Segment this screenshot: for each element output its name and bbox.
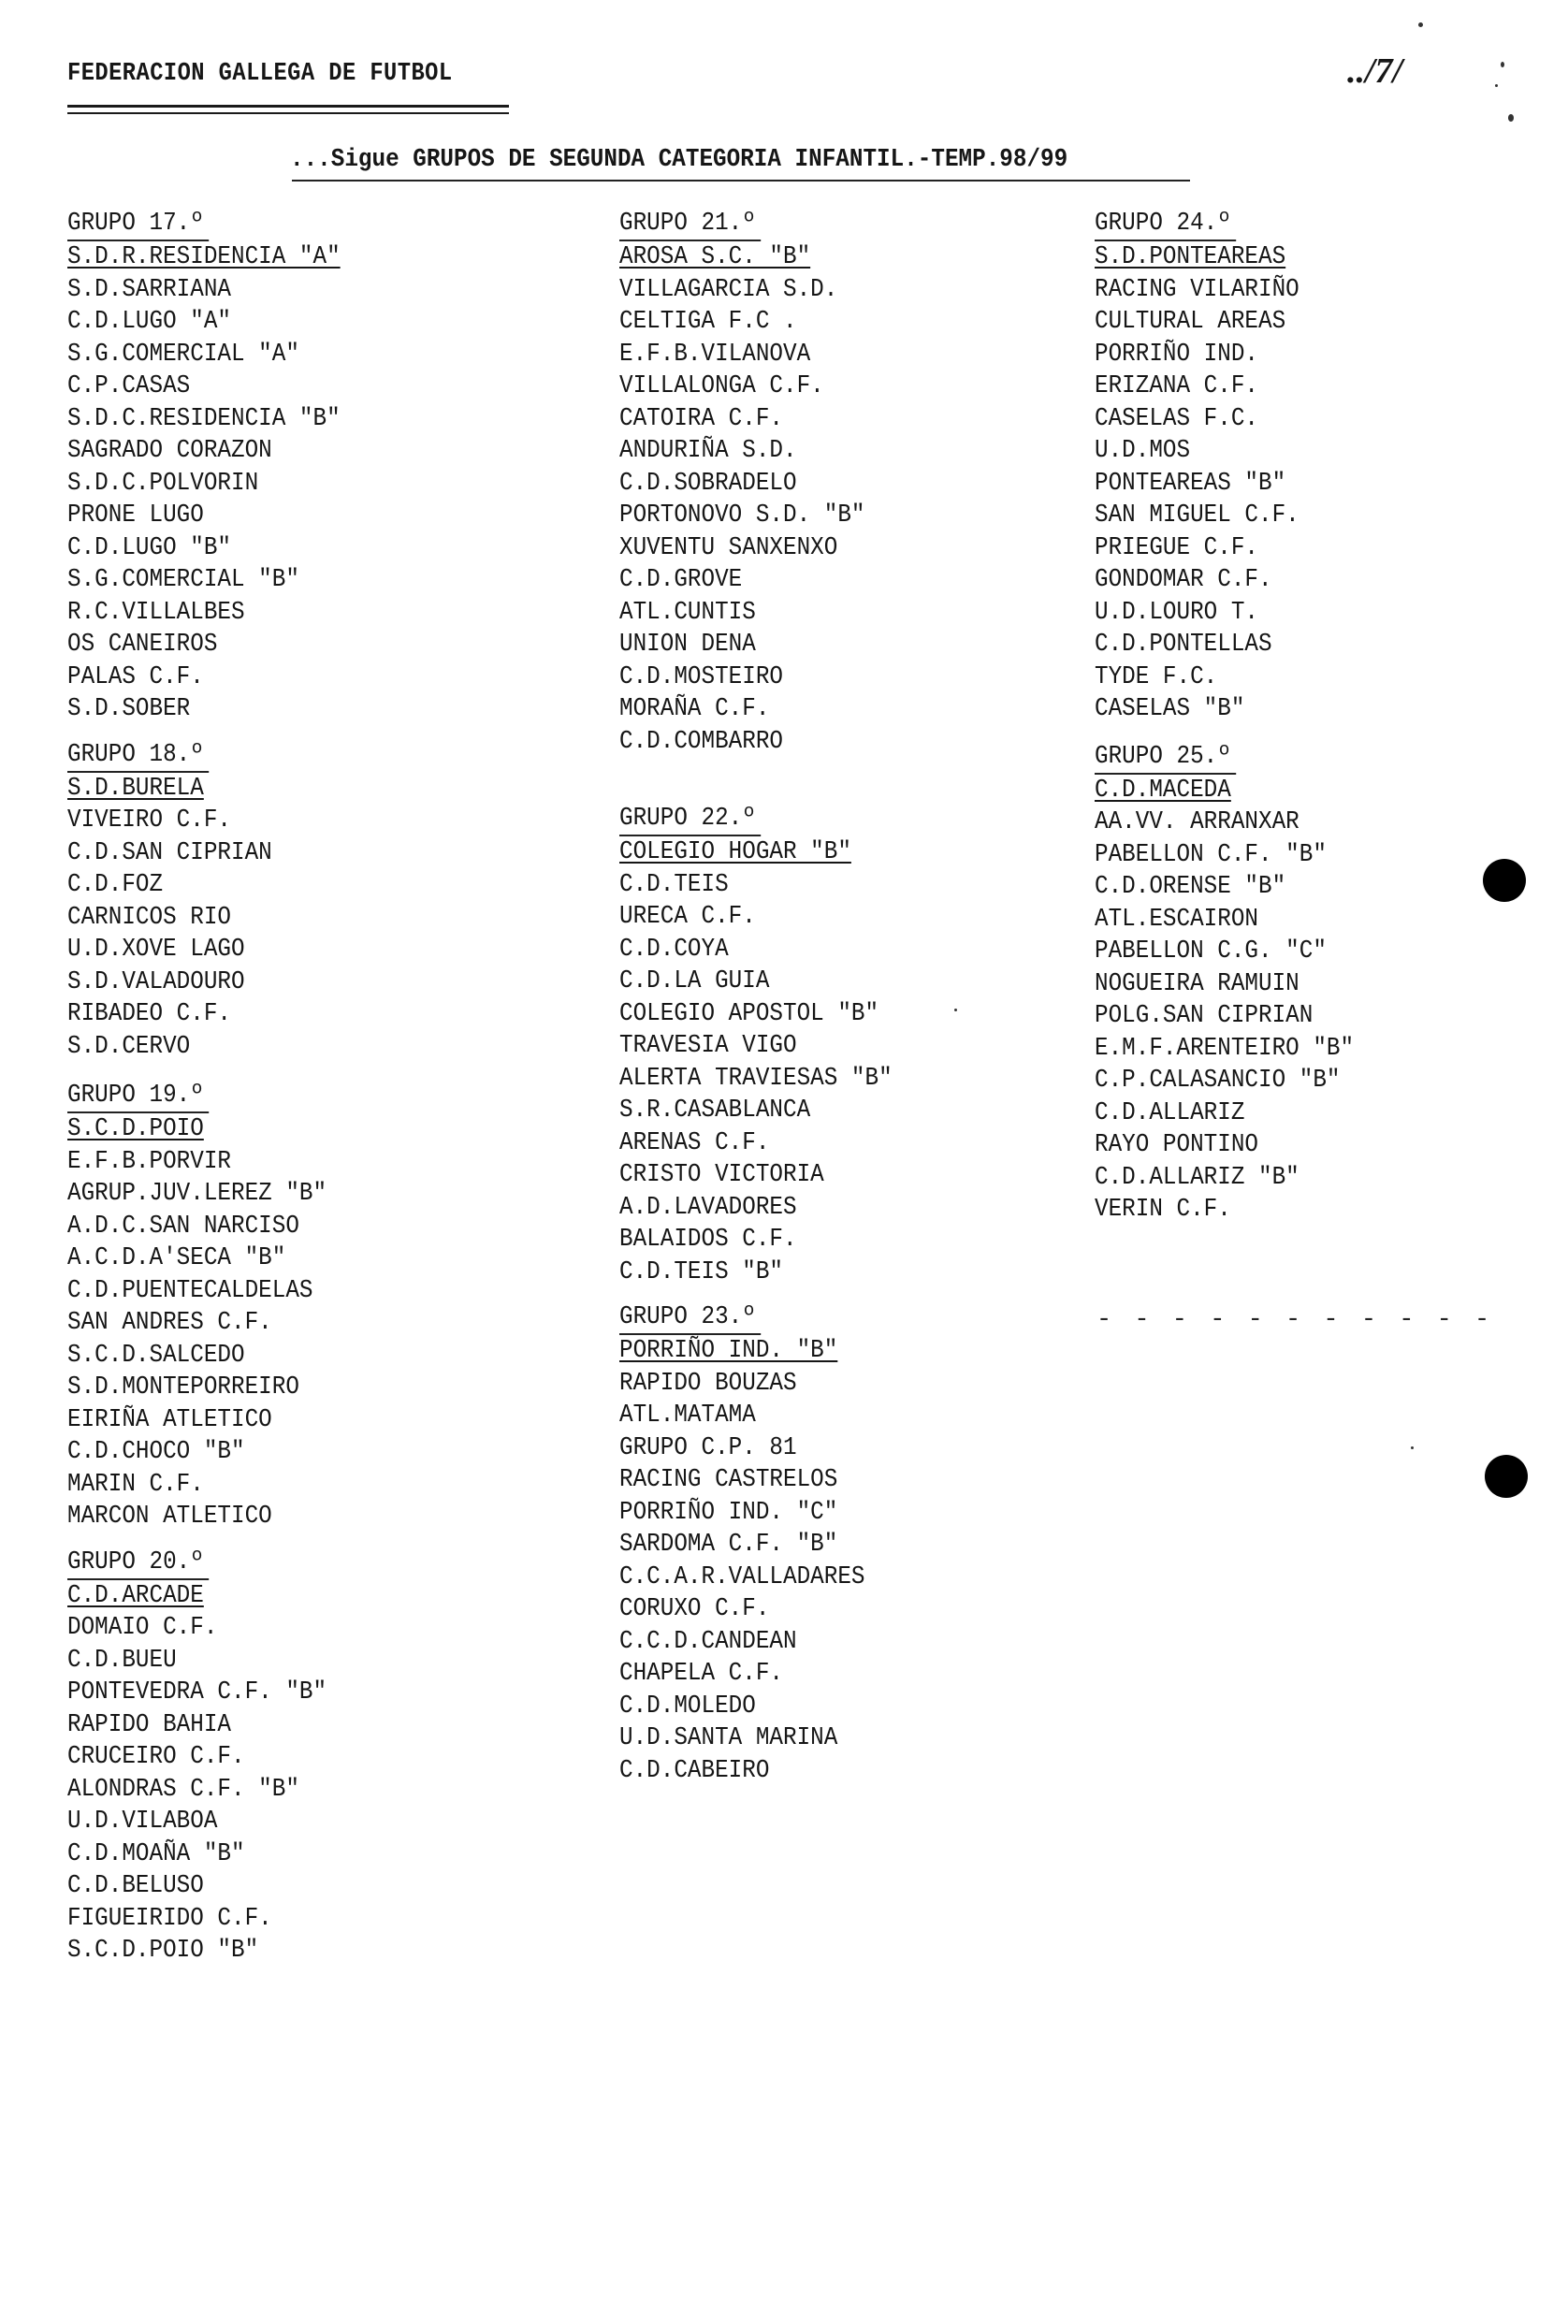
club-name: C.D.ALLARIZ xyxy=(1095,1098,1245,1127)
title-underline xyxy=(67,105,509,108)
club-name: VIVEIRO C.F. xyxy=(67,806,231,835)
club-group xyxy=(67,208,370,726)
club-name: RAPIDO BOUZAS xyxy=(619,1369,797,1398)
end-of-list-dashes: - - - - - - - - - - - xyxy=(1096,1306,1494,1334)
club-name: U.D.SANTA MARINA xyxy=(619,1724,838,1752)
column-3 xyxy=(1095,208,1383,1227)
club-name: PRONE LUGO xyxy=(67,501,204,530)
scan-speck xyxy=(1508,114,1514,122)
club-name: C.D.SOBRADELO xyxy=(619,469,797,498)
club-name: C.D.PONTELLAS xyxy=(1095,631,1272,659)
club-name: R.C.VILLALBES xyxy=(67,598,245,627)
club-name: S.D.C.RESIDENCIA "B" xyxy=(67,404,341,433)
club-name: ARENAS C.F. xyxy=(619,1128,770,1157)
club-list xyxy=(619,241,922,758)
club-name: C.D.GROVE xyxy=(619,566,743,594)
column-1 xyxy=(67,208,370,1968)
group-header: GRUPO 25.º xyxy=(1095,741,1236,775)
club-name: C.D.MOLEDO xyxy=(619,1692,756,1721)
club-name: S.D.C.POLVORIN xyxy=(67,469,259,498)
club-name: U.D.VILABOA xyxy=(67,1808,218,1836)
club-name: SAN MIGUEL C.F. xyxy=(1095,501,1299,530)
club-name: ALONDRAS C.F. "B" xyxy=(67,1775,299,1804)
club-name: C.P.CASAS xyxy=(67,372,191,400)
club-name: U.D.MOS xyxy=(1095,437,1191,465)
club-name: TRAVESIA VIGO xyxy=(619,1032,797,1060)
group-header: GRUPO 19.º xyxy=(67,1080,209,1113)
club-name: C.P.CALASANCIO "B" xyxy=(1095,1067,1341,1095)
club-name: C.C.D.CANDEAN xyxy=(619,1627,797,1656)
club-name: XUVENTU SANXENXO xyxy=(619,533,838,562)
club-name: S.G.COMERCIAL "A" xyxy=(67,340,299,369)
scan-speck xyxy=(1501,62,1504,67)
club-list xyxy=(67,1113,370,1533)
club-name: TYDE F.C. xyxy=(1095,662,1218,691)
club-name: NOGUEIRA RAMUIN xyxy=(1095,969,1299,998)
club-name: AROSA S.C. "B" xyxy=(619,243,811,271)
club-name: ERIZANA C.F. xyxy=(1095,372,1258,400)
club-name: GRUPO C.P. 81 xyxy=(619,1433,797,1462)
group-header: GRUPO 17.º xyxy=(67,208,209,241)
club-list xyxy=(619,836,922,1288)
club-name: S.C.D.POIO "B" xyxy=(67,1937,259,1965)
club-name: CRUCEIRO C.F. xyxy=(67,1743,245,1771)
club-name: S.D.SOBER xyxy=(67,695,191,723)
club-name: C.D.FOZ xyxy=(67,871,164,899)
club-name: EIRIÑA ATLETICO xyxy=(67,1405,272,1434)
club-name: PORRIÑO IND. "B" xyxy=(619,1337,838,1365)
club-name: A.C.D.A'SECA "B" xyxy=(67,1244,286,1272)
club-name: C.D.TEIS xyxy=(619,870,729,899)
club-name: S.D.BURELA xyxy=(67,774,204,803)
club-name: PRIEGUE C.F. xyxy=(1095,533,1258,562)
club-name: C.D.LUGO "A" xyxy=(67,308,231,336)
club-name: C.D.ARCADE xyxy=(67,1581,204,1610)
club-name: C.D.LA GUIA xyxy=(619,967,770,995)
group-header: GRUPO 20.º xyxy=(67,1547,209,1580)
club-name: MARCON ATLETICO xyxy=(67,1503,272,1531)
club-list xyxy=(1095,775,1383,1227)
club-name: C.D.BUEU xyxy=(67,1646,177,1675)
club-name: ATL.ESCAIRON xyxy=(1095,905,1258,934)
club-name: ATL.CUNTIS xyxy=(619,598,756,627)
club-name: S.R.CASABLANCA xyxy=(619,1097,811,1125)
club-name: CORUXO C.F. xyxy=(619,1595,770,1623)
club-name: CATOIRA C.F. xyxy=(619,404,783,433)
club-name: PONTEVEDRA C.F. "B" xyxy=(67,1678,327,1707)
group-header: GRUPO 23.º xyxy=(619,1301,761,1335)
club-group xyxy=(67,1547,370,1968)
club-name: S.C.D.SALCEDO xyxy=(67,1341,245,1370)
punch-hole xyxy=(1483,859,1526,902)
club-group xyxy=(67,1080,370,1533)
club-name: S.D.PONTEAREAS xyxy=(1095,243,1286,271)
club-list xyxy=(1095,241,1383,726)
club-name: SAGRADO CORAZON xyxy=(67,437,272,465)
club-name: S.D.VALADOURO xyxy=(67,967,245,996)
club-name: C.D.ORENSE "B" xyxy=(1095,873,1286,901)
club-name: RACING VILARIÑO xyxy=(1095,275,1299,304)
club-name: PORRIÑO IND. xyxy=(1095,340,1258,369)
club-name: CARNICOS RIO xyxy=(67,903,231,932)
club-name: RACING CASTRELOS xyxy=(619,1466,838,1494)
club-name: AA.VV. ARRANXAR xyxy=(1095,808,1299,836)
club-name: SARDOMA C.F. "B" xyxy=(619,1531,838,1559)
club-name: A.D.C.SAN NARCISO xyxy=(67,1212,299,1241)
club-name: ANDURIÑA S.D. xyxy=(619,437,797,465)
club-name: FIGUEIRIDO C.F. xyxy=(67,1904,272,1933)
scan-speck xyxy=(1411,1446,1414,1449)
club-name: CHAPELA C.F. xyxy=(619,1660,783,1688)
organization-title: FEDERACION GALLEGA DE FUTBOL xyxy=(67,60,453,88)
club-name: POLG.SAN CIPRIAN xyxy=(1095,1002,1314,1030)
subtitle-underline xyxy=(292,180,1190,182)
club-name: ATL.MATAMA xyxy=(619,1402,756,1430)
club-name: AGRUP.JUV.LEREZ "B" xyxy=(67,1180,327,1208)
club-name: S.G.COMERCIAL "B" xyxy=(67,566,299,594)
club-list xyxy=(67,773,370,1064)
club-name: BALAIDOS C.F. xyxy=(619,1226,797,1254)
club-name: VILLAGARCIA S.D. xyxy=(619,275,838,304)
club-name: C.D.TEIS "B" xyxy=(619,1257,783,1286)
club-name: MORAÑA C.F. xyxy=(619,695,770,723)
club-name: MARIN C.F. xyxy=(67,1470,204,1499)
club-group xyxy=(1095,208,1383,726)
club-name: GONDOMAR C.F. xyxy=(1095,566,1272,594)
club-name: C.D.CHOCO "B" xyxy=(67,1438,245,1466)
club-name: DOMAIO C.F. xyxy=(67,1614,218,1642)
title-underline-double xyxy=(67,112,509,114)
club-name: PORRIÑO IND. "C" xyxy=(619,1498,838,1527)
page-number: ../7/ xyxy=(1347,51,1403,91)
club-name: C.D.COYA xyxy=(619,935,729,964)
club-name: S.D.MONTEPORREIRO xyxy=(67,1373,299,1402)
club-name: RAYO PONTINO xyxy=(1095,1131,1258,1159)
scan-speck xyxy=(954,1009,957,1011)
club-name: S.C.D.POIO xyxy=(67,1115,204,1143)
club-name: COLEGIO APOSTOL "B" xyxy=(619,999,879,1028)
club-group xyxy=(1095,741,1383,1227)
club-name: C.D.LUGO "B" xyxy=(67,533,231,562)
club-name: A.D.LAVADORES xyxy=(619,1193,797,1222)
club-name: OS CANEIROS xyxy=(67,631,218,659)
club-name: VERIN C.F. xyxy=(1095,1196,1231,1224)
scan-speck xyxy=(1495,84,1498,87)
club-name: RIBADEO C.F. xyxy=(67,1000,231,1028)
club-name: CELTIGA F.C . xyxy=(619,308,797,336)
club-name: PABELLON C.G. "C" xyxy=(1095,937,1327,966)
club-name: U.D.XOVE LAGO xyxy=(67,936,245,964)
club-group xyxy=(619,803,922,1288)
club-name: C.D.CABEIRO xyxy=(619,1756,770,1785)
club-list xyxy=(67,241,370,726)
club-name: E.F.B.VILANOVA xyxy=(619,340,811,369)
scan-speck xyxy=(1418,22,1423,27)
club-name: C.C.A.R.VALLADARES xyxy=(619,1562,865,1591)
club-name: PABELLON C.F. "B" xyxy=(1095,840,1327,869)
club-name: SAN ANDRES C.F. xyxy=(67,1309,272,1337)
club-name: S.D.CERVO xyxy=(67,1032,191,1061)
club-group xyxy=(619,1301,922,1787)
club-name: PORTONOVO S.D. "B" xyxy=(619,501,865,530)
club-name: C.D.MOAÑA "B" xyxy=(67,1839,245,1868)
club-name: E.M.F.ARENTEIRO "B" xyxy=(1095,1034,1355,1063)
group-header: GRUPO 21.º xyxy=(619,208,761,241)
club-name: S.D.R.RESIDENCIA "A" xyxy=(67,243,341,271)
club-group xyxy=(67,739,370,1064)
club-name: ALERTA TRAVIESAS "B" xyxy=(619,1064,893,1093)
club-name: C.D.MACEDA xyxy=(1095,776,1231,805)
club-name: C.D.SAN CIPRIAN xyxy=(67,838,272,867)
club-name: VILLALONGA C.F. xyxy=(619,372,824,400)
club-name: C.D.BELUSO xyxy=(67,1872,204,1900)
group-header: GRUPO 18.º xyxy=(67,739,209,773)
group-header: GRUPO 22.º xyxy=(619,803,761,836)
column-2 xyxy=(619,208,922,1787)
club-name: CULTURAL AREAS xyxy=(1095,308,1286,336)
club-name: URECA C.F. xyxy=(619,903,756,931)
club-name: UNION DENA xyxy=(619,631,756,659)
club-name: PALAS C.F. xyxy=(67,662,204,691)
club-name: C.D.ALLARIZ "B" xyxy=(1095,1163,1299,1192)
club-name: C.D.COMBARRO xyxy=(619,727,783,756)
club-group xyxy=(619,208,922,758)
club-list xyxy=(619,1335,922,1787)
club-name: C.D.MOSTEIRO xyxy=(619,662,783,691)
club-name: CASELAS F.C. xyxy=(1095,404,1258,433)
document-subtitle: ...Sigue GRUPOS DE SEGUNDA CATEGORIA INFANTIL.-TEMP.98/99 xyxy=(290,146,1068,174)
club-list xyxy=(67,1580,370,1968)
club-name: COLEGIO HOGAR "B" xyxy=(619,838,851,866)
club-name: RAPIDO BAHIA xyxy=(67,1710,231,1739)
club-name: CRISTO VICTORIA xyxy=(619,1161,824,1189)
group-header: GRUPO 24.º xyxy=(1095,208,1236,241)
punch-hole xyxy=(1485,1455,1528,1498)
club-name: U.D.LOURO T. xyxy=(1095,598,1258,627)
club-name: C.D.PUENTECALDELAS xyxy=(67,1276,313,1305)
club-name: E.F.B.PORVIR xyxy=(67,1147,231,1176)
club-name: CASELAS "B" xyxy=(1095,695,1245,723)
club-name: S.D.SARRIANA xyxy=(67,275,231,304)
club-name: PONTEAREAS "B" xyxy=(1095,469,1286,498)
